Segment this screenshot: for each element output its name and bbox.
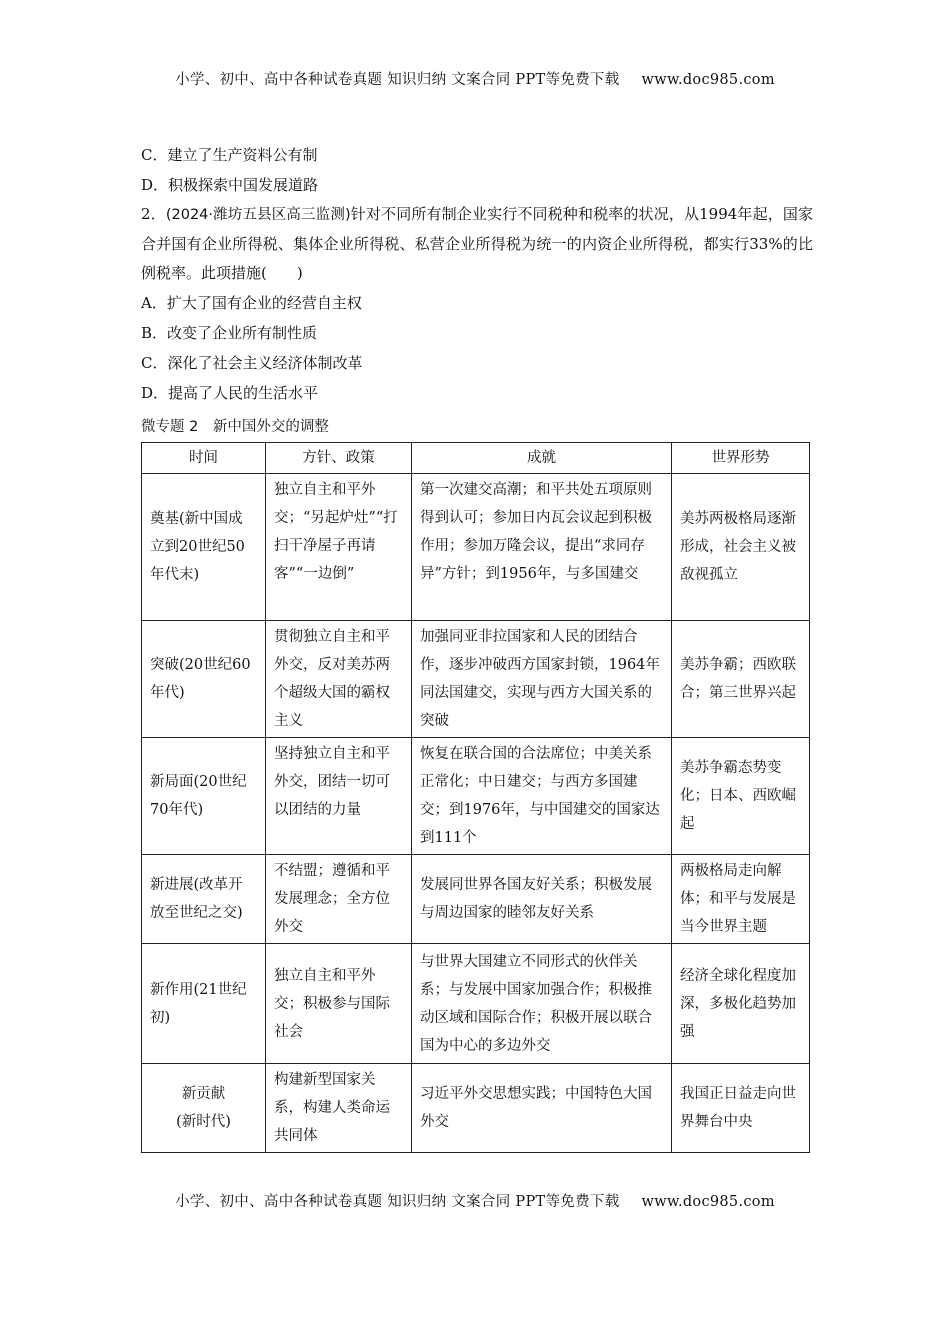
table-row [142,855,810,944]
cell-time: 新贡献 (新时代) [142,1064,266,1153]
cell-policy: 独立自主和平外交；“另起炉灶”“打扫干净屋子再请客”“一边倒” [266,474,412,621]
section-title: 微专题 2 新中国外交的调整 [141,419,329,435]
footer-text: 小学、初中、高中各种试卷真题 知识归纳 文案合同 PPT等免费下载 [175,1194,620,1210]
cell-world: 美苏两极格局逐渐形成，社会主义被敌视孤立 [672,474,810,621]
cell-time: 新作用(21世纪初) [142,944,266,1064]
table-row [142,944,810,1064]
q1-option-d: D．积极探索中国发展道路 [141,176,319,194]
header-site-link[interactable]: www.doc985.com [641,72,775,88]
cell-policy: 构建新型国家关系，构建人类命运共同体 [266,1064,412,1153]
table-row [142,474,810,621]
table-header-row [142,443,810,474]
q2-option-c: C．深化了社会主义经济体制改革 [141,354,363,372]
cell-time: 奠基(新中国成立到20世纪50年代末) [142,474,266,621]
cell-policy: 贯彻独立自主和平外交，反对美苏两个超级大国的霸权主义 [266,621,412,738]
cell-world: 美苏争霸；西欧联合；第三世界兴起 [672,621,810,738]
header-achievement: 成就 [412,443,672,474]
table-row [142,621,810,738]
q2-option-a: A．扩大了国有企业的经营自主权 [141,294,362,312]
question-2-source: (2024·潍坊五县区高三监测) [165,207,351,223]
diplomacy-table [141,442,810,1153]
page-footer [0,1190,950,1211]
cell-achievement: 第一次建交高潮；和平共处五项原则得到认可；参加日内瓦会议起到积极作用；参加万隆会议，提出“求同存异”方针；到1956年，与多国建交 [412,474,672,621]
cell-policy: 不结盟；遵循和平发展理念；全方位外交 [266,855,412,944]
question-2-stem [141,200,813,288]
table-row [142,1064,810,1153]
cell-world: 两极格局走向解体；和平与发展是当今世界主题 [672,855,810,944]
q1-option-c: C．建立了生产资料公有制 [141,146,318,164]
cell-time: 突破(20世纪60年代) [142,621,266,738]
cell-policy: 独立自主和平外交；积极参与国际社会 [266,944,412,1064]
cell-world: 经济全球化程度加深，多极化趋势加强 [672,944,810,1064]
q2-option-b: B．改变了企业所有制性质 [141,324,318,342]
question-2-text: 针对不同所有制企业实行不同税种和税率的状况，从1994年起，国家合并国有企业所得税、集体企业所得税、私营企业所得税为统一的内资企业所得税，都实行33%的比例税率。此项措施( ) [141,205,814,282]
header-world: 世界形势 [672,443,810,474]
cell-world: 美苏争霸态势变化；日本、西欧崛起 [672,738,810,855]
cell-achievement: 与世界大国建立不同形式的伙伴关系；与发展中国家加强合作；积极推动区域和国际合作；积极开展以联合国为中心的多边外交 [412,944,672,1064]
page-header [0,68,950,89]
cell-achievement: 习近平外交思想实践；中国特色大国外交 [412,1064,672,1153]
q2-option-d: D．提高了人民的生活水平 [141,384,319,402]
header-time: 时间 [142,443,266,474]
cell-achievement: 加强同亚非拉国家和人民的团结合作，逐步冲破西方国家封锁，1964年同法国建交，实现与西方大国关系的突破 [412,621,672,738]
header-policy: 方针、政策 [266,443,412,474]
table-row [142,738,810,855]
footer-site-link[interactable]: www.doc985.com [641,1194,775,1210]
cell-achievement: 发展同世界各国友好关系；积极发展与周边国家的睦邻友好关系 [412,855,672,944]
cell-world: 我国正日益走向世界舞台中央 [672,1064,810,1153]
cell-policy: 坚持独立自主和平外交，团结一切可以团结的力量 [266,738,412,855]
header-text: 小学、初中、高中各种试卷真题 知识归纳 文案合同 PPT等免费下载 [175,72,620,88]
cell-achievement: 恢复在联合国的合法席位；中美关系正常化；中日建交；与西方多国建交；到1976年，与中国建交的国家达到111个 [412,738,672,855]
question-2-number: 2． [141,205,166,223]
document-body [141,140,813,1153]
cell-time: 新进展(改革开放至世纪之交) [142,855,266,944]
cell-time: 新局面(20世纪70年代) [142,738,266,855]
